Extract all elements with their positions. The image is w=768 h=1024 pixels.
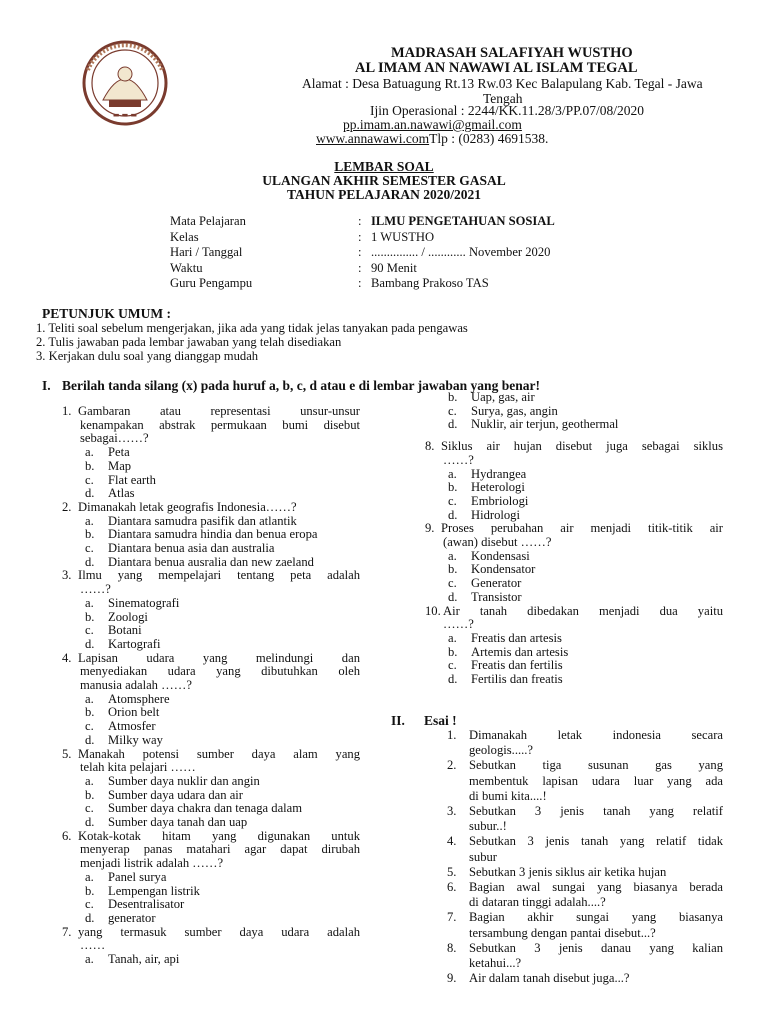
question-text: Kotak-kotak hitam yang digunakan untuk [78,828,360,843]
info-colon: : [358,214,362,228]
info-key: Hari / Tanggal [170,245,243,259]
info-colon: : [358,245,362,259]
info-value: ............... / ............ November 2020 [371,245,551,259]
essay-text: subur [469,849,497,864]
question-text: Manakah potensi sumber daya alam yang [78,746,360,761]
option-letter: c. [85,541,94,555]
question-text: Ilmu yang mempelajari tentang peta adalah [78,568,360,583]
address-line1: Alamat : Desa Batuagung Rt.13 Rw.03 Kec Balapulang Kab. Tegal - Jawa [302,76,703,91]
option-letter: b. [85,787,95,802]
option-letter: b. [448,390,458,404]
question-number: 5. [62,746,72,761]
info-key: Kelas [170,230,199,244]
option-letter: d. [448,672,458,686]
email-link[interactable]: pp.imam.an.nawawi@gmail.com [343,117,522,132]
option-letter: d. [448,507,458,522]
section1-title: Berilah tanda silang (x) pada huruf a, b, c, d atau e di lembar jawaban yang benar! [62,378,540,393]
option-text: Atomsphere [108,691,170,706]
essay-number: 2. [447,758,457,773]
option-letter: d. [85,732,95,747]
info-value: Bambang Prakoso TAS [371,276,489,290]
section1-number: I. [42,378,51,393]
option-text: Sumber daya chakra dan tenaga dalam [108,801,303,816]
info-key: Mata Pelajaran [170,214,246,228]
option-letter: b. [448,480,458,495]
question-number: 4. [62,650,72,665]
option-text: Diantara benua ausralia dan new zaeland [108,554,314,569]
question-number: 10. [425,603,441,618]
question-text: manusia adalah ……? [80,678,192,692]
option-letter: a. [85,773,94,788]
option-letter: b. [85,527,95,542]
option-text: Uap, gas, air [471,390,535,404]
essay-text: Air dalam tanah disebut juga...? [469,971,630,986]
question-text: Siklus air hujan disebut juga sebagai siklus [441,439,723,454]
option-letter: b. [85,883,95,898]
doc-year: TAHUN PELAJARAN 2020/2021 [286,187,481,202]
essay-number: 6. [447,880,457,894]
option-text: Transistor [471,589,522,604]
essay-number: 4. [447,834,457,849]
option-text: Kartografi [108,636,161,651]
school-name-line2: AL IMAM AN NAWAWI AL ISLAM TEGAL [355,60,638,76]
option-letter: b. [85,705,95,720]
question-text: menjadi listrik adalah ……? [80,856,224,871]
option-text: Zoologi [108,609,148,624]
info-colon: : [358,261,362,275]
option-text: Fertilis dan freatis [471,672,563,686]
question-number: 2. [62,499,72,514]
info-value: ILMU PENGETAHUAN SOSIAL [371,214,555,228]
option-letter: c. [448,658,457,673]
option-text: Freatis dan artesis [471,630,562,645]
option-text: Milky way [108,732,163,747]
option-text: Kondensasi [471,548,530,563]
option-text: Sinematografi [108,595,180,610]
question-number: 1. [62,404,72,418]
essay-number: 7. [447,910,457,925]
essay-text: tersambung dengan pantai disebut...? [469,925,656,940]
option-letter: c. [85,719,94,734]
instruction-item: 2. Tulis jawaban pada lembar jawaban yang telah disediakan [36,335,342,349]
info-colon: : [358,276,362,290]
info-row [170,215,650,229]
option-letter: c. [85,897,94,912]
option-text: Sumber daya nuklir dan angin [108,773,260,788]
option-text: Sumber daya tanah dan uap [108,815,248,829]
option-text: Tanah, air, api [108,952,180,966]
option-letter: d. [85,554,95,569]
option-letter: c. [85,623,94,638]
option-text: Hidrologi [471,507,520,522]
essay-text: di bumi kita....! [469,788,547,803]
option-text: generator [108,910,156,925]
option-letter: a. [448,548,457,563]
option-text: Orion belt [108,705,160,720]
option-text: Panel surya [108,869,167,884]
option-text: Peta [108,445,130,460]
option-text: Diantara samudra pasifik dan atlantik [108,513,297,528]
question-text: ……? [80,582,111,597]
essay-text: di dataran tinggi adalah....? [469,895,606,910]
option-letter: a. [85,691,94,706]
info-value: 1 WUSTHO [371,230,435,244]
option-letter: a. [85,445,94,460]
permit-number: Ijin Operasional : 2244/KK.11.28/3/PP.07/08/2020 [370,103,644,118]
section2-number: II. [391,713,405,728]
option-letter: d. [85,815,95,829]
option-text: Hydrangea [471,466,527,481]
website-link[interactable]: www.annawawi.com [316,131,430,146]
info-colon: : [358,230,362,244]
question-text: ……? [443,617,474,632]
info-row [170,246,650,260]
option-text: Botani [108,623,142,638]
doc-title: LEMBAR SOAL [334,159,434,174]
info-row [170,231,650,245]
option-text: Lempengan listrik [108,883,200,898]
option-text: Flat earth [108,472,156,487]
info-value: 90 Menit [371,261,417,275]
option-letter: b. [85,458,95,473]
section2-title: Esai ! [424,713,457,728]
essay-text: Sebutkan 3 jenis danau yang kalian [469,940,723,955]
question-text: ……? [443,452,474,467]
option-letter: b. [448,562,458,577]
option-text: Diantara samudra hindia dan benua eropa [108,527,318,542]
question-text: Lapisan udara yang melindungi dan [78,650,360,665]
essay-text: Bagian akhir sungai yang biasanya [469,910,723,925]
option-text: Map [108,458,132,473]
essay-text: ketahui...? [469,956,522,970]
address-line2: Tengah [483,91,523,106]
option-letter: c. [448,576,457,591]
question-text: Gambaran atau representasi unsur-unsur [78,404,360,418]
question-text: yang termasuk sumber daya udara adalah [78,924,360,939]
phone-number: Tlp : (0283) 4691538. [429,131,549,146]
option-text: Kondensator [471,562,536,577]
info-key: Waktu [170,261,203,275]
question-text: Dimanakah letak geografis Indonesia……? [78,499,297,514]
option-letter: d. [448,417,458,432]
question-text: menyerap panas matahari agar dapat dirubah [80,842,360,857]
option-letter: d. [85,486,95,501]
info-row [170,277,650,291]
essay-number: 9. [447,971,457,986]
option-text: Embriologi [471,493,529,508]
essay-text: Sebutkan 3 jenis tanah yang relatif [469,804,723,818]
option-text: Freatis dan fertilis [471,658,563,673]
question-text: telah kita pelajari …… [80,760,196,775]
option-text: Atmosfer [108,719,156,734]
school-logo [73,40,181,126]
question-text: …… [80,938,106,953]
essay-text: Sebutkan 3 jenis siklus air ketika hujan [469,864,667,879]
option-letter: b. [85,609,95,624]
question-text: menyediakan udara yang dibutuhkan oleh [80,664,360,679]
question-number: 9. [425,521,435,536]
option-letter: c. [85,472,94,487]
doc-subtitle: ULANGAN AKHIR SEMESTER GASAL [262,173,506,188]
option-letter: a. [85,869,94,884]
option-letter: a. [85,595,94,610]
question-number: 8. [425,439,435,454]
question-number: 6. [62,828,72,843]
instruction-item: 1. Teliti soal sebelum mengerjakan, jika ada yang tidak jelas tanyakan pada pengawas [36,321,468,335]
essay-number: 3. [447,804,457,818]
essay-text: Sebutkan 3 jenis tanah yang relatif tidak [469,834,723,849]
option-text: Surya, gas, angin [471,403,558,418]
option-text: Desentralisator [108,897,185,912]
instruction-item: 3. Kerjakan dulu soal yang dianggap mudah [36,349,259,363]
question-text: Air tanah dibedakan menjadi dua yaitu [443,603,723,618]
option-letter: c. [448,403,457,418]
essay-number: 1. [447,728,457,742]
svg-text:▬ ▬ ▬: ▬ ▬ ▬ [112,111,138,119]
essay-text: Bagian awal sungai yang biasanya berada [469,880,723,894]
option-text: Atlas [108,486,135,501]
question-text: Proses perubahan air menjadi titik-titik air [441,521,723,536]
question-number: 7. [62,924,72,939]
option-text: Generator [471,576,522,591]
option-text: Artemis dan artesis [471,644,569,659]
option-letter: c. [448,493,457,508]
question-text: sebagai……? [80,431,149,446]
question-text: kenampakan abstrak permukaan bumi disebut [80,417,360,432]
essay-number: 8. [447,940,457,955]
option-letter: a. [448,466,457,481]
essay-number: 5. [447,864,457,879]
option-text: Sumber daya udara dan air [108,787,243,802]
option-letter: a. [448,630,457,645]
option-letter: d. [448,589,458,604]
option-text: Heterologi [471,480,525,495]
contact-line [316,132,548,146]
option-letter: d. [85,636,95,651]
info-row [170,262,650,276]
option-letter: c. [85,801,94,816]
school-name-line1: MADRASAH SALAFIYAH WUSTHO [391,45,633,61]
question-text: (awan) disebut ……? [443,535,552,549]
essay-text: Sebutkan tiga susunan gas yang [469,758,723,773]
option-text: Diantara benua asia dan australia [108,541,275,555]
instructions-title: PETUNJUK UMUM : [42,306,171,321]
info-key: Guru Pengampu [170,276,253,290]
option-letter: a. [85,513,94,528]
essay-text: subur..! [469,819,507,834]
option-letter: a. [85,952,94,966]
essay-text: geologis.....? [469,743,534,758]
essay-text: membentuk lapisan udara luar yang ada [469,773,723,788]
essay-text: Dimanakah letak indonesia secara [469,728,723,742]
option-text: Nuklir, air terjun, geothermal [471,417,619,432]
option-letter: b. [448,644,458,659]
question-number: 3. [62,568,72,583]
option-letter: d. [85,910,95,925]
